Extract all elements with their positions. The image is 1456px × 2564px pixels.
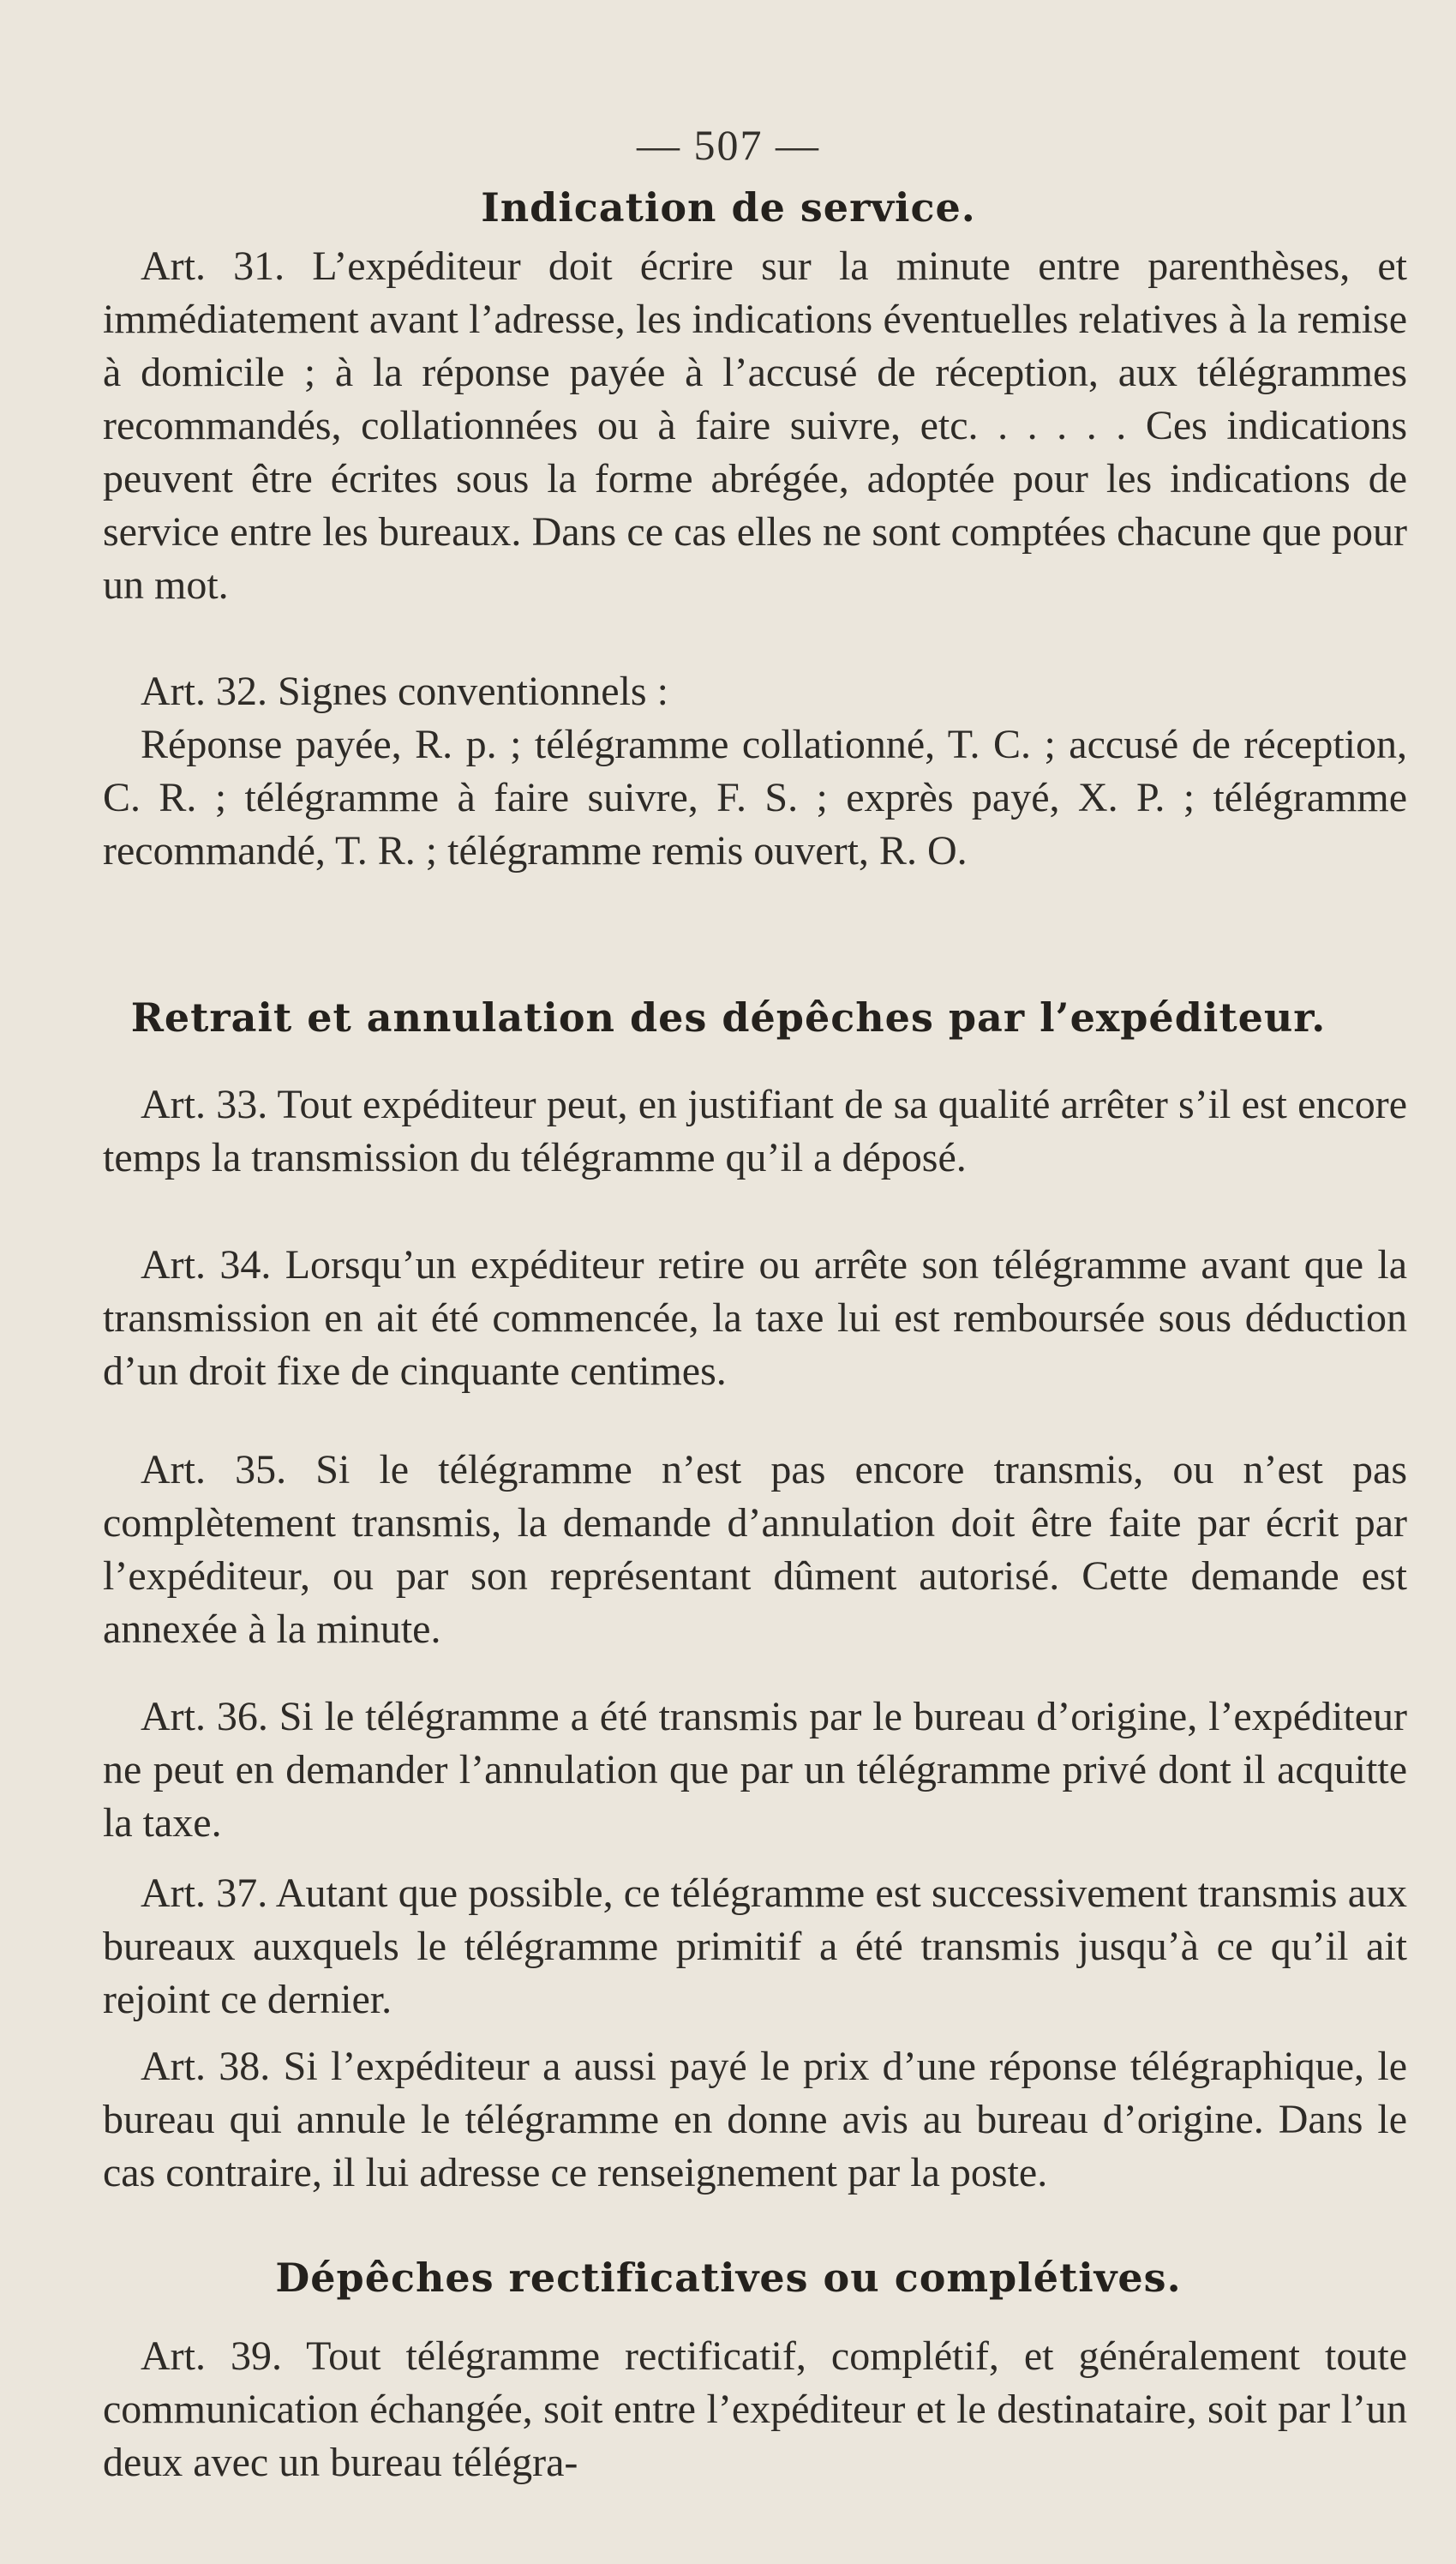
section-heading-indication-de-service: Indication de service. (481, 184, 976, 231)
paragraph-art-34: Art. 34. Lorsqu’un expéditeur retire ou arrête son télégramme avant que la transmission en ait été commencée, la taxe lui est remboursée sous déduction d’un droit fixe de cinquante centimes. (103, 1242, 1407, 1394)
paragraph-art-32-signs: Réponse payée, R. p. ; télégramme collationné, T. C. ; accusé de réception, C. R. ; télégramme à faire suivre, F. S. ; exprès payé, X. P. ; télégramme recommandé, T. R. ; télégramme remis ouvert, R. O. (103, 722, 1407, 874)
page-number: — 507 — (637, 121, 820, 169)
paragraph-art-38: Art. 38. Si l’expéditeur a aussi payé le prix d’une réponse télégraphique, le bureau qui annule le télégramme en donne avis au bureau d’origine. Dans le cas contraire, il lui adresse ce renseignement par la poste. (103, 2044, 1407, 2195)
paragraph-art-35: Art. 35. Si le télégramme n’est pas encore transmis, ou n’est pas complètement transmis, la demande d’annulation doit être faite par écrit par l’expéditeur, ou par son représentant dûment autorisé. Cette demande est annexée à la minute. (103, 1447, 1407, 1652)
paragraph-art-37: Art. 37. Autant que possible, ce télégramme est successivement transmis aux bureaux auxquels le télégramme primitif a été transmis jusqu’à ce qu’il ait rejoint ce dernier. (103, 1870, 1407, 2022)
paragraph-art-31: Art. 31. L’expéditeur doit écrire sur la minute entre parenthèses, et immédiatement avant l’adresse, les indications éventuelles relatives à la remise à domicile ; à la réponse payée à l’accusé de réception, aux télégrammes recommandés, collationnées ou à faire suivre, etc. . . . . . Ces indications peuvent être écrites sous la forme abrégée, adoptée pour les indications de service entre les bureaux. Dans ce cas elles ne sont comptées chacune que pour un mot. (103, 243, 1407, 608)
section-heading-retrait-annulation: Retrait et annulation des dépêches par l’expéditeur. (130, 994, 1327, 1041)
paragraph-art-36: Art. 36. Si le télégramme a été transmis par le bureau d’origine, l’expéditeur ne peut en demander l’annulation que par un télégramme privé dont il acquitte la taxe. (103, 1694, 1407, 1846)
section-heading-depeches-rectificatives: Dépêches rectificatives ou complétives. (275, 2255, 1182, 2301)
paragraph-art-33: Art. 33. Tout expéditeur peut, en justifiant de sa qualité arrêter s’il est encore temps la transmission du télégramme qu’il a déposé. (103, 1082, 1407, 1180)
paragraph-art-32: Art. 32. Signes conventionnels : (141, 669, 668, 714)
document-page (69, 0, 1407, 2564)
paragraph-art-39: Art. 39. Tout télégramme rectificatif, complétif, et généralement toute communication échangée, soit entre l’expéditeur et le destinataire, soit par l’un deux avec un bureau télégra- (103, 2333, 1407, 2485)
